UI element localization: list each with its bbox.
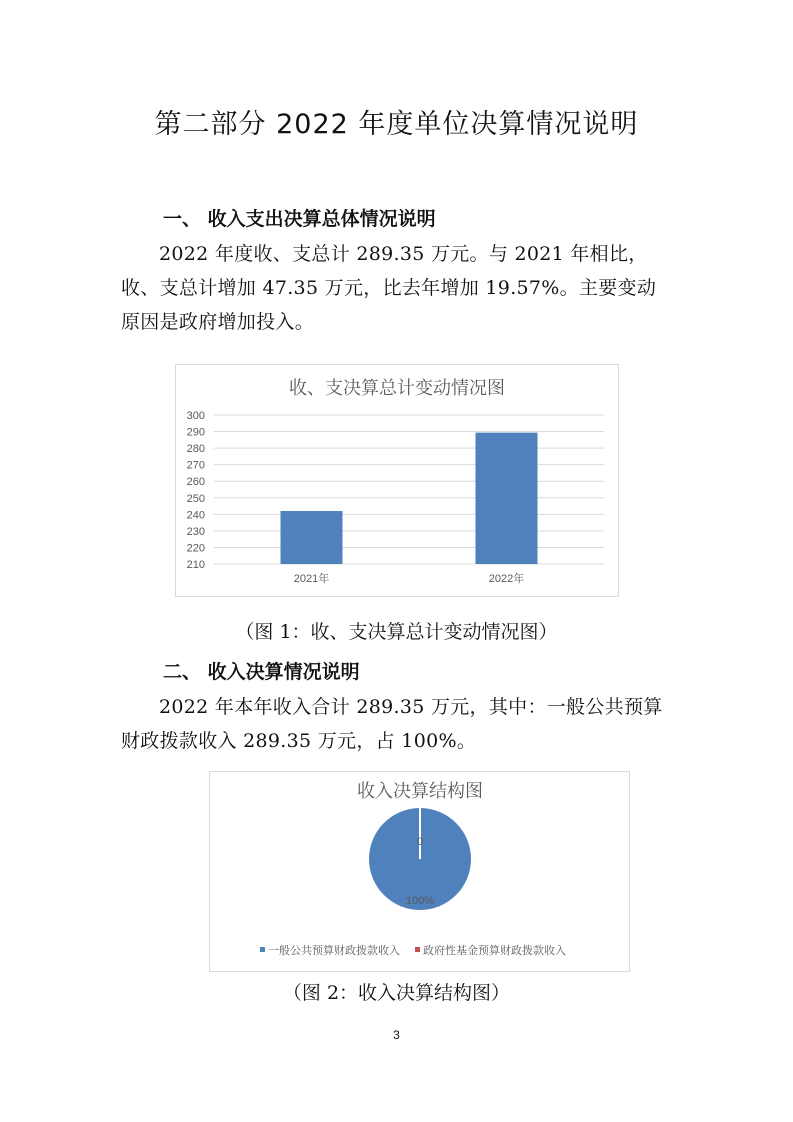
y-tick-label: 260 — [186, 476, 205, 489]
y-tick-label: 280 — [186, 443, 205, 456]
pie-chart-container — [209, 771, 630, 972]
bar-chart-container — [175, 364, 619, 597]
figure-1-caption: （图 1：收、支决算总计变动情况图） — [235, 621, 558, 643]
bar-2 — [476, 433, 538, 564]
y-tick-label: 250 — [186, 492, 205, 505]
y-tick-label: 240 — [186, 509, 205, 522]
pie-chart — [210, 772, 629, 971]
legend-swatch — [260, 947, 265, 952]
x-tick-label: 2022年 — [488, 573, 525, 585]
y-tick-label: 290 — [186, 426, 205, 439]
bar-chart — [176, 365, 618, 596]
y-tick-label: 270 — [186, 459, 205, 472]
page-title: 第二部分 2022 年度单位决算情况说明 — [154, 109, 639, 140]
section-1-paragraph: 2022 年度收、支总计 289.35 万元。与 2021 年相比，收、支总计增加 47.35 万元，比去年增加 19.57%。主要变动原因是政府增加投入。 — [121, 243, 657, 333]
figure-2-caption: （图 2：收入决算结构图） — [282, 982, 511, 1004]
section-2-heading: 二、 收入决算情况说明 — [163, 661, 360, 683]
y-tick-label: 210 — [186, 559, 205, 571]
section-2-paragraph: 2022 年本年收入合计 289.35 万元，其中：一般公共预算财政拨款收入 289.35 万元，占 100%。 — [121, 696, 663, 752]
y-tick-label: 230 — [186, 525, 205, 538]
bar-chart-title: 收、支决算总计变动情况图 — [289, 378, 505, 399]
x-tick-label: 2021年 — [293, 573, 330, 585]
pie-chart-title: 收入决算结构图 — [357, 781, 483, 802]
legend-label: 一般公共预算财政拨款收入 — [268, 944, 400, 957]
pie-data-label: 100% — [405, 895, 435, 907]
page-number: 3 — [393, 1028, 400, 1042]
y-tick-label: 300 — [186, 410, 205, 422]
y-tick-label: 220 — [186, 542, 205, 555]
section-1-heading: 一、 收入支出决算总体情况说明 — [163, 208, 436, 230]
legend-swatch — [415, 947, 420, 952]
pie-data-label: 0 — [416, 836, 424, 848]
bar-1 — [281, 511, 343, 564]
legend-label: 政府性基金预算财政拨款收入 — [423, 944, 566, 957]
